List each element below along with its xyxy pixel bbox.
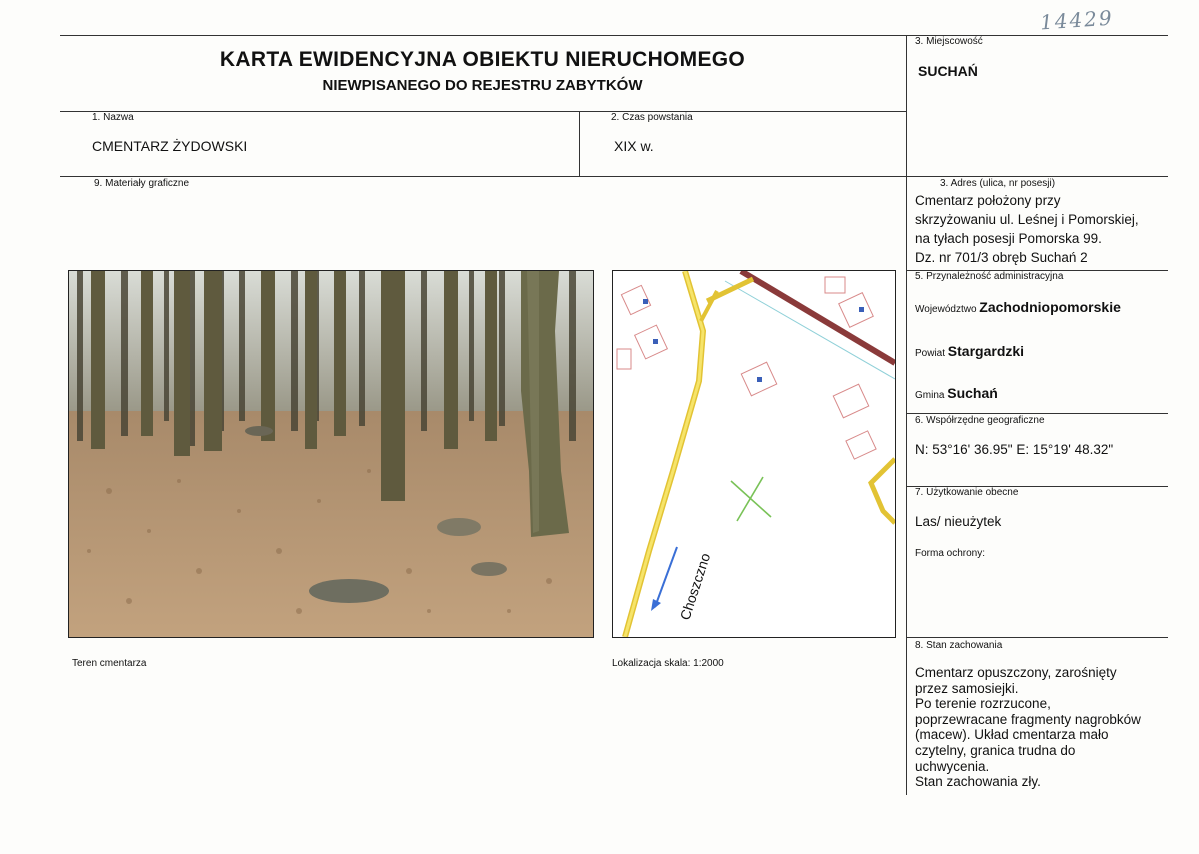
photo-caption: Teren cmentarza <box>72 658 147 669</box>
address-line: Cmentarz położony przy <box>915 193 1061 208</box>
row1-bottom-rule <box>60 176 1168 177</box>
address-block <box>915 191 1139 267</box>
county-label: Powiat <box>915 348 946 359</box>
condition-line: Cmentarz opuszczony, zarośnięty <box>915 665 1117 680</box>
name-label: 1. Nazwa <box>92 112 134 123</box>
date-label: 2. Czas powstania <box>611 112 693 123</box>
buildings <box>617 277 876 459</box>
forest-photo-illustration <box>69 271 593 637</box>
coordinates-value: N: 53°16' 36.95" E: 15°19' 48.32" <box>915 442 1114 457</box>
voivodeship-label: Województwo <box>915 304 977 315</box>
card-subtitle: NIEWPISANEGO DO REJESTRU ZABYTKÓW <box>322 77 643 94</box>
map-illustration <box>613 271 895 637</box>
condition-line: (macew). Układ cmentarza mało <box>915 727 1109 743</box>
handwritten-number: 14429 <box>1039 5 1115 35</box>
locality-label: 3. Miejscowość <box>915 36 983 47</box>
condition-line: Po terenie rozrzucone, <box>915 696 1051 712</box>
top-rule <box>60 35 1168 36</box>
commune-value: Suchań <box>947 385 998 401</box>
road-direction-label: Choszczno <box>676 551 714 622</box>
parcel-boundary <box>725 281 895 379</box>
name-time-divider <box>579 111 580 176</box>
county-value: Stargardzki <box>947 343 1025 359</box>
admin-label: 5. Przynależność administracyjna <box>915 271 1064 282</box>
location-marker <box>731 477 771 521</box>
name-value: CMENTARZ ŻYDOWSKI <box>92 138 248 154</box>
coordinates-label: 6. Współrzędne geograficzne <box>915 415 1045 426</box>
condition-label: 8. Stan zachowania <box>915 640 1003 651</box>
protection-label: Forma ochrony: <box>915 548 986 559</box>
usage-value: Las/ nieużytek <box>915 514 1002 529</box>
address-line: skrzyżowaniu ul. Leśnej i Pomorskiej, <box>915 212 1139 227</box>
cemetery-photo <box>68 270 594 638</box>
address-line: na tyłach posesji Pomorska 99. <box>915 231 1102 246</box>
county-line <box>915 343 1024 359</box>
locality-value: SUCHAŃ <box>918 63 978 79</box>
condition-line: przez samosiejki. <box>915 680 1019 696</box>
usage-label: 7. Użytkowanie obecne <box>915 487 1019 498</box>
right-rule-6 <box>907 413 1168 414</box>
address-label: 3. Adres (ulica, nr posesji) <box>940 178 1056 189</box>
card-title: KARTA EWIDENCYJNA OBIEKTU NIERUCHOMEGO <box>219 48 746 71</box>
condition-line: czytelny, granica trudna do <box>915 742 1076 758</box>
direction-arrow <box>651 547 677 611</box>
condition-line: poprzewracane fragmenty nagrobków <box>915 711 1141 727</box>
commune-label: Gmina <box>915 390 945 401</box>
commune-line <box>915 385 998 401</box>
right-column-divider <box>906 35 907 795</box>
location-map <box>612 270 896 638</box>
east-road <box>871 459 895 523</box>
voivodeship-value: Zachodniopomorskie <box>979 299 1121 315</box>
condition-block <box>915 665 1141 790</box>
graphics-label: 9. Materiały graficzne <box>94 178 190 189</box>
condition-line: uchwycenia. <box>915 758 990 774</box>
voivodeship-line <box>915 299 1121 315</box>
address-line: Dz. nr 701/3 obręb Suchań 2 <box>915 250 1088 265</box>
header-bottom-rule <box>60 111 906 112</box>
map-caption: Lokalizacja skala: 1:2000 <box>612 658 724 669</box>
date-value: XIX w. <box>614 138 654 154</box>
right-rule-8 <box>907 637 1168 638</box>
condition-line: Stan zachowania zły. <box>915 774 1041 790</box>
